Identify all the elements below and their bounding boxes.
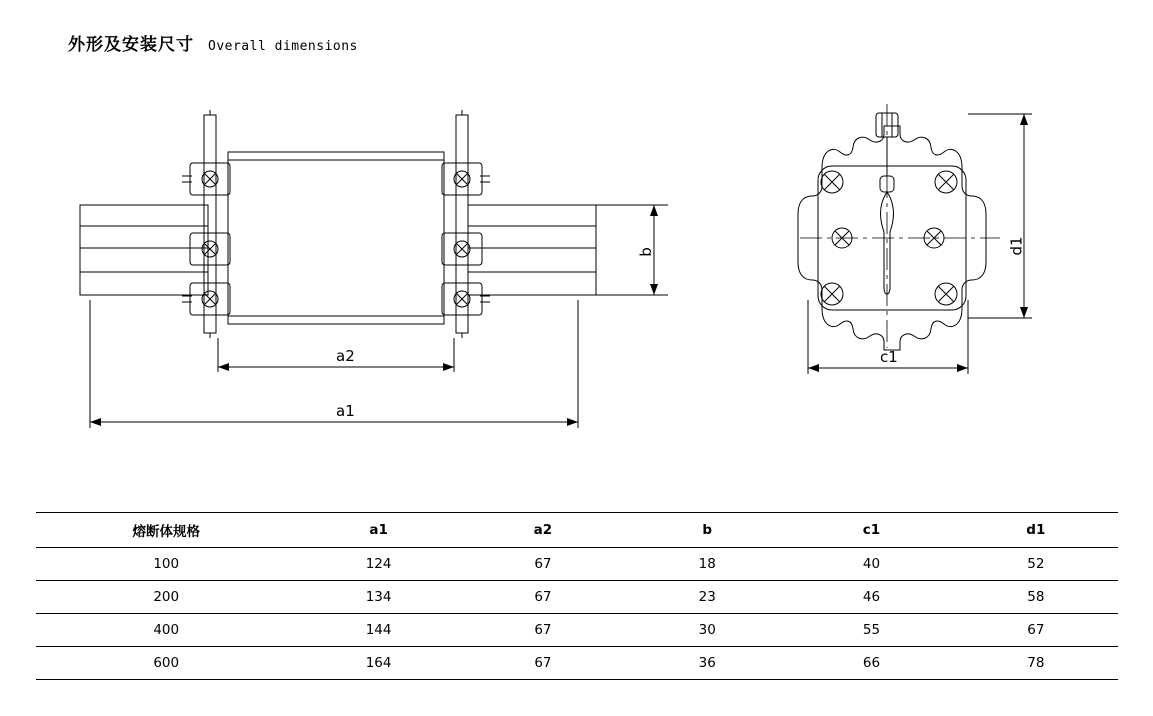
right-blade <box>468 205 596 295</box>
page-title-cn: 外形及安装尺寸 <box>68 35 194 55</box>
cell-c1: 46 <box>789 581 953 614</box>
cell-a2: 67 <box>461 548 625 581</box>
cell-a1: 124 <box>296 548 460 581</box>
cell-b: 23 <box>625 581 789 614</box>
cell-c1: 55 <box>789 614 953 647</box>
label-b: b <box>636 247 655 257</box>
cell-d1: 52 <box>954 548 1118 581</box>
cell-spec: 600 <box>36 647 296 680</box>
column-header-a1: a1 <box>296 513 460 548</box>
dimension-a1 <box>90 300 578 428</box>
column-header-d1: d1 <box>954 513 1118 548</box>
column-header-spec: 熔断体规格 <box>36 513 296 548</box>
right-terminal-block <box>442 163 490 315</box>
dimension-d1 <box>968 114 1032 318</box>
cell-a2: 67 <box>461 581 625 614</box>
cell-a2: 67 <box>461 614 625 647</box>
label-a1: a1 <box>336 402 355 420</box>
table-header-row <box>36 513 1118 548</box>
table-row <box>36 548 1118 581</box>
cell-d1: 78 <box>954 647 1118 680</box>
cell-a1: 134 <box>296 581 460 614</box>
cell-b: 30 <box>625 614 789 647</box>
label-c1: c1 <box>880 348 898 366</box>
column-header-b: b <box>625 513 789 548</box>
cell-c1: 40 <box>789 548 953 581</box>
cell-a1: 144 <box>296 614 460 647</box>
cell-c1: 66 <box>789 647 953 680</box>
cell-spec: 200 <box>36 581 296 614</box>
dimensions-table <box>36 512 1118 680</box>
cell-b: 18 <box>625 548 789 581</box>
cell-d1: 67 <box>954 614 1118 647</box>
cell-spec: 400 <box>36 614 296 647</box>
label-d1: d1 <box>1007 236 1026 256</box>
cell-b: 36 <box>625 647 789 680</box>
cell-spec: 100 <box>36 548 296 581</box>
table-row <box>36 647 1118 680</box>
table-row <box>36 581 1118 614</box>
left-blade <box>80 205 208 295</box>
left-terminal-block <box>182 163 230 315</box>
front-view <box>798 104 1000 350</box>
cell-d1: 58 <box>954 581 1118 614</box>
label-a2: a2 <box>336 347 355 365</box>
column-header-a2: a2 <box>461 513 625 548</box>
cell-a1: 164 <box>296 647 460 680</box>
page-title-en: Overall dimensions <box>208 39 358 54</box>
fuse-body <box>228 152 444 324</box>
dimension-b <box>596 205 668 295</box>
cell-a2: 67 <box>461 647 625 680</box>
column-header-c1: c1 <box>789 513 953 548</box>
table-row <box>36 614 1118 647</box>
